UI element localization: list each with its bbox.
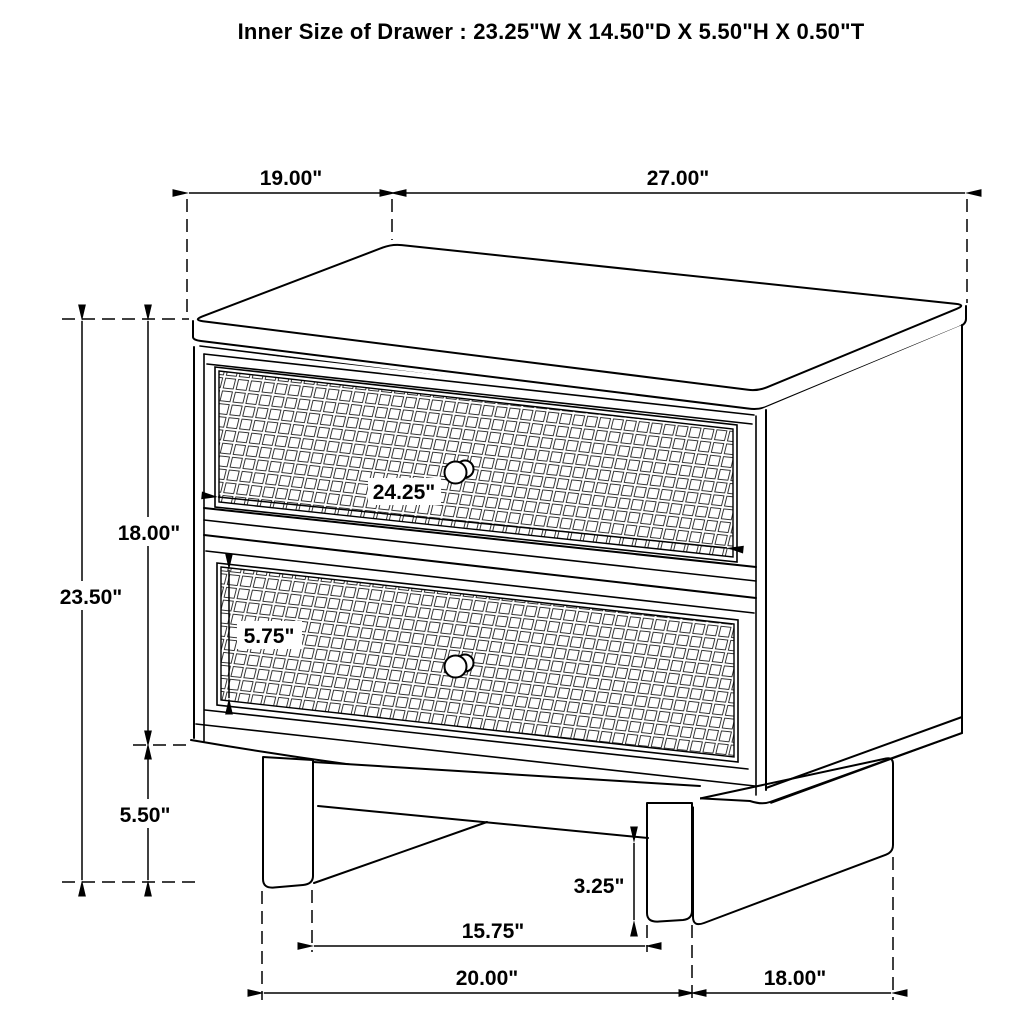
dim-base-clearance bbox=[109, 747, 182, 880]
dim-label-top-width: 27.00" bbox=[646, 167, 710, 190]
dim-label-feet-span: 15.75" bbox=[461, 920, 525, 943]
front-left-foot bbox=[263, 757, 313, 888]
diagram-title: Inner Size of Drawer : 23.25"W X 14.50"D X 5.50"H X 0.50"T bbox=[237, 19, 865, 44]
dim-label-drawer-width: 24.25" bbox=[372, 481, 436, 504]
cabinet-right-side bbox=[757, 325, 962, 798]
dim-label-overall-height: 23.50" bbox=[59, 586, 123, 609]
dim-foot-height bbox=[567, 843, 634, 920]
dim-label-drawer-height: 5.75" bbox=[243, 625, 295, 648]
dim-feet-span bbox=[314, 920, 645, 946]
dim-base-depth bbox=[695, 967, 891, 993]
dim-label-case-height: 18.00" bbox=[117, 522, 181, 545]
dim-case-height bbox=[110, 321, 189, 743]
stretcher-cross-edge bbox=[314, 822, 487, 883]
dim-label-base-clearance: 5.50" bbox=[119, 804, 171, 827]
dim-top-depth bbox=[187, 167, 392, 315]
dim-label-top-depth: 19.00" bbox=[259, 167, 323, 190]
dim-label-base-depth: 18.00" bbox=[763, 967, 827, 990]
dim-overall-height bbox=[52, 321, 131, 880]
dim-top-width bbox=[396, 167, 967, 303]
dim-base-width bbox=[264, 967, 690, 993]
dim-label-base-width: 20.00" bbox=[455, 967, 519, 990]
nightstand bbox=[191, 245, 966, 924]
dim-label-foot-height: 3.25" bbox=[573, 875, 625, 898]
